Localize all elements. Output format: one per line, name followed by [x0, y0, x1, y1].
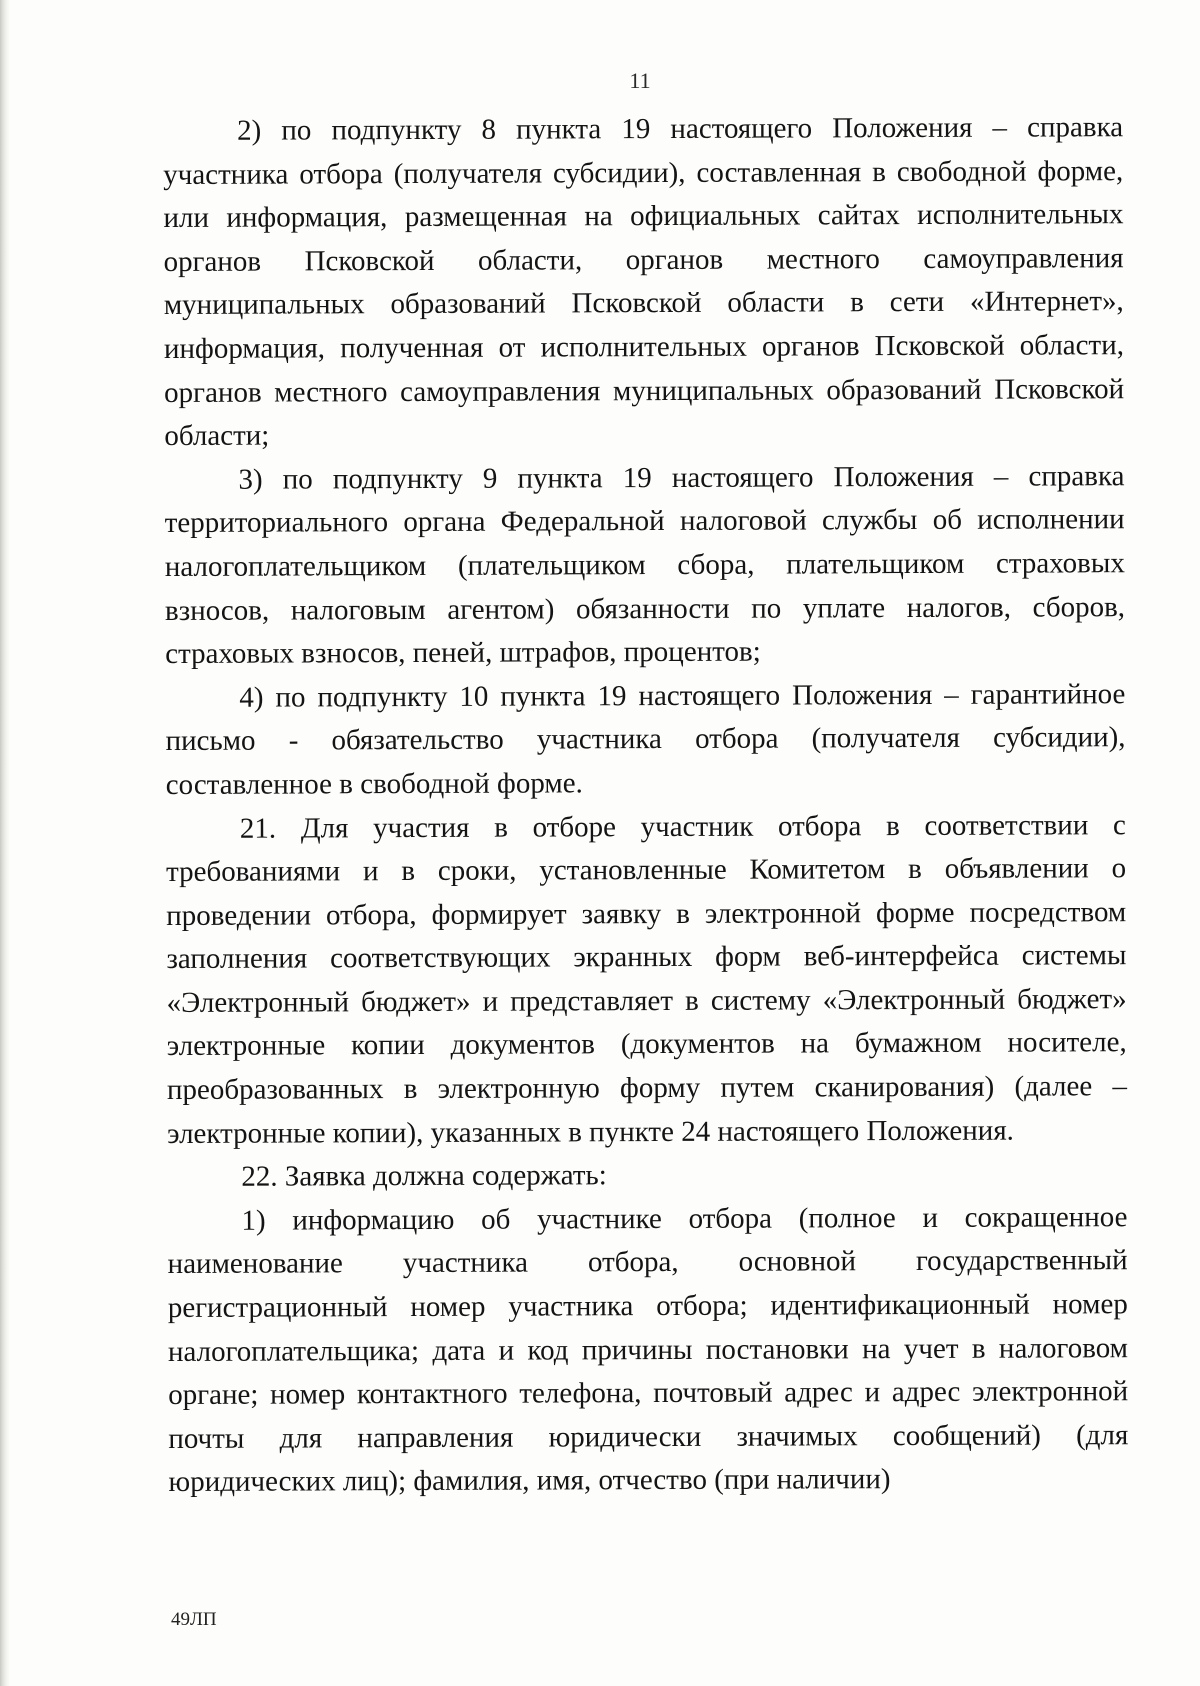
scan-edge-shadow — [0, 0, 10, 1686]
document-code: 49ЛП — [171, 1609, 217, 1630]
paragraph-subitem-2: 2) по подпункту 8 пункта 19 настоящего Положения – справка участника отбора (получателя субсидии), составленная в свободной форме, или информация, размещенная на официальных сайтах исполнительных органов Псковской области, органов местного самоуправления муниципальных образований Псковской области в сети «Интернет», информация, полученная от исполнительных органов Псковской области, органов местного самоуправления муниципальных образований Псковской области; — [163, 111, 1125, 453]
paragraph-subitem-3: 3) по подпункту 9 пункта 19 настоящего Положения – справка территориального органа Федеральной налоговой службы об исполнении налогоплательщиком (плательщиком сбора, плательщиком страховых взносов, налоговым агентом) обязанности по уплате налогов, сборов, страховых взносов, пеней, штрафов, процентов; — [164, 459, 1126, 671]
paragraph-subitem-4: 4) по подпункту 10 пункта 19 настоящего Положения – гарантийное письмо - обязательство участника отбора (получателя субсидии), составленное в свободной форме. — [165, 677, 1126, 801]
document-body — [163, 106, 1129, 1505]
paragraph-item-21: 21. Для участия в отборе участник отбора в соответствии с требованиями и в сроки, установленные Комитетом в объявлении о проведении отбора, формирует заявку в электронной форме посредством заполнения соответствующих экранных форм веб-интерфейса системы «Электронный бюджет» и представляет в систему «Электронный бюджет» электронные копии документов (документов на бумажном носителе, преобразованных в электронную форму путем сканирования) (далее – электронные копии), указанных в пункте 24 настоящего Положения. — [165, 808, 1127, 1150]
paragraph-item-22: 22. Заявка должна содержать: — [241, 1159, 607, 1193]
paragraph-item-22-subitem-1: 1) информацию об участнике отбора (полное и сокращенное наименование участника отбора, основной государственный регистрационный номер участника отбора; идентификационный номер налогоплательщика; дата и код причины постановки на учет в налоговом органе; номер контактного телефона, почтовый адрес и адрес электронной почты для направления юридически значимых сообщений) (для юридических лиц); фамилия, имя, отчество (при наличии) — [167, 1200, 1129, 1499]
page-number: 11 — [629, 68, 651, 93]
